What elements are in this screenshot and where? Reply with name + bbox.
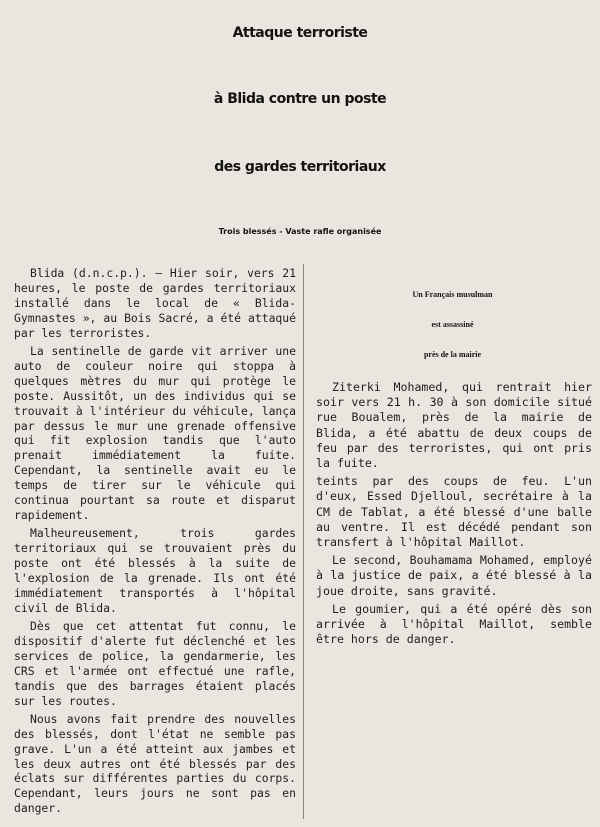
side-paragraph-4: Le goumier, qui a été opéré dès son arrivée à l'hôpital Maillot, semble être hors de danger. <box>316 601 592 647</box>
headline-line-3: des gardes territoriaux <box>214 159 386 175</box>
side-headline-line-3: près de la mairie <box>423 350 482 359</box>
subheadline: Trois blessés - Vaste rafle organisée <box>218 227 382 236</box>
side-article-headline <box>310 280 595 370</box>
side-paragraph-1: Ziterki Mohamed, qui rentrait hier soir vers 21 h. 30 à son domicile situé rue Boualem, près de la mairie de Blida, a été abattu de deux coups de feu par des terroristes, qui ont pris la fuite. <box>316 380 592 471</box>
main-paragraph-2: La sentinelle de garde vit arriver une auto de couleur noire qui stoppa à quelques mètres du mur qui protège le poste. Aussitôt, un des individus qui se trouvait à l'intérieur du véhicule, lança par dessus le mur une grenade offensive qui fit explosion tandis que l'auto prenait immédiatement la fuite. Cependant, la sentinelle avait eu le temps de tirer sur le véhicule qui continua pourtant sa route et disparut rapidement. <box>14 343 296 523</box>
main-article-body <box>14 266 296 819</box>
main-paragraph-3: Malheureusement, trois gardes territoriaux qui se trouvaient près du poste ont été blessés à la suite de l'explosion de la grenade. Ils ont été immédiatement transportés à l'hôpital civil de Blida. <box>14 526 296 615</box>
headline-line-2: à Blida contre un poste <box>213 91 387 107</box>
side-paragraph-3: Le second, Bouhamama Mohamed, employé à la justice de paix, a été blessé à la joue droite, sans gravité. <box>316 553 592 598</box>
side-headline-line-1: Un Français musulman <box>412 290 493 299</box>
main-paragraph-5: Nous avons fait prendre des nouvelles des blessés, dont l'état ne semble pas grave. L'un a été atteint aux jambes et les deux autres ont été blessés par des éclats sur différentes parties du corps. Cependant, leurs jours ne sont pas en danger. <box>14 711 296 816</box>
main-paragraph-4: Dès que cet attentat fut connu, le dispositif d'alerte fut déclenché et les services de police, la gendarmerie, les CRS et l'armée ont effectué une rafle, tandis que des barrages étaient placés sur les routes. <box>14 618 296 708</box>
side-headline-line-2: est assassiné <box>431 320 474 329</box>
headline-line-1: Attaque terroriste <box>232 25 368 41</box>
column-divider <box>303 264 304 819</box>
side-paragraph-2: teints par des coups de feu. L'un d'eux, Essed Djelloul, secrétaire à la CM de Tablat, a été blessé d'une balle au ventre. Il est décédé pendant son transfert à l'hôpital Maillot. <box>316 474 592 550</box>
side-article-body <box>316 380 592 650</box>
main-paragraph-1: Blida (d.n.c.p.). — Hier soir, vers 21 heures, le poste de gardes territoriaux installé dans le local de « Blida-Gymnastes », au Bois Sacré, a été attaqué par les terroristes. <box>14 266 296 340</box>
